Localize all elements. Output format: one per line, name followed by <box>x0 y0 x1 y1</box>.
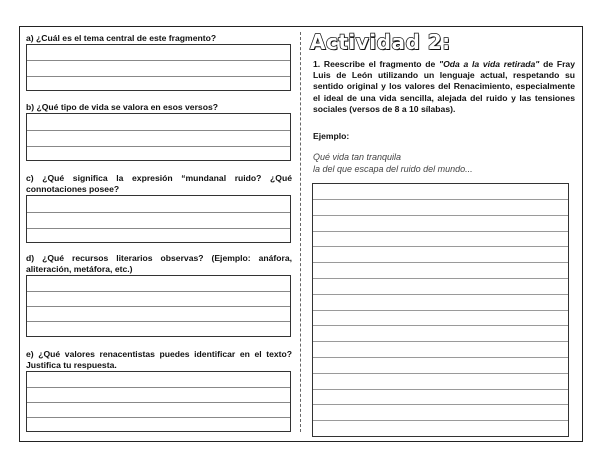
column-divider <box>300 32 301 432</box>
question-c: c) ¿Qué significa la expresión “mundanal ruido? ¿Qué connotaciones posee? <box>26 173 292 194</box>
instruction-work-title: "Oda a la vida retirada" <box>439 59 540 69</box>
instruction-suffix: de Fray Luis de León utilizando un lenguaje actual, respetando su sentido original y los valores del Renacimiento, especialmente el ideal de una vida sencilla, alejada del ruido y las tensiones sociales (versos de 8 a 10 sílabas). <box>313 59 575 114</box>
rewrite-answer-box[interactable] <box>312 183 569 437</box>
writing-line <box>313 341 568 342</box>
question-d: d) ¿Qué recursos literarios observas? (Ejemplo: anáfora, aliteración, metáfora, etc.) <box>26 253 292 274</box>
writing-line <box>313 357 568 358</box>
answer-box-e[interactable] <box>26 371 291 432</box>
example-label: Ejemplo: <box>313 131 350 141</box>
writing-line <box>313 404 568 405</box>
writing-line <box>313 420 568 421</box>
writing-line <box>313 278 568 279</box>
question-e: e) ¿Qué valores renacentistas puedes identificar en el texto? Justifica tu respuesta. <box>26 349 292 370</box>
example-line-1: Qué vida tan tranquila <box>313 152 402 162</box>
writing-line <box>313 262 568 263</box>
answer-box-b[interactable] <box>26 113 291 161</box>
answer-box-c[interactable] <box>26 195 291 243</box>
answer-box-d[interactable] <box>26 275 291 337</box>
question-a: a) ¿Cuál es el tema central de este fragmento? <box>26 33 217 43</box>
example-line-2: la del que escapa del ruido del mundo... <box>313 164 473 174</box>
question-b: b) ¿Qué tipo de vida se valora en esos versos? <box>26 102 218 112</box>
writing-line <box>313 199 568 200</box>
writing-line <box>313 310 568 311</box>
activity-title: Actividad 2: <box>310 30 451 54</box>
writing-line <box>313 373 568 374</box>
writing-line <box>313 389 568 390</box>
writing-line <box>313 246 568 247</box>
instruction-prefix: 1. Reescribe el fragmento de <box>313 59 440 69</box>
writing-line <box>313 231 568 232</box>
activity-instruction <box>313 59 575 115</box>
writing-line <box>313 215 568 216</box>
writing-line <box>313 294 568 295</box>
answer-box-a[interactable] <box>26 44 291 91</box>
writing-line <box>313 325 568 326</box>
